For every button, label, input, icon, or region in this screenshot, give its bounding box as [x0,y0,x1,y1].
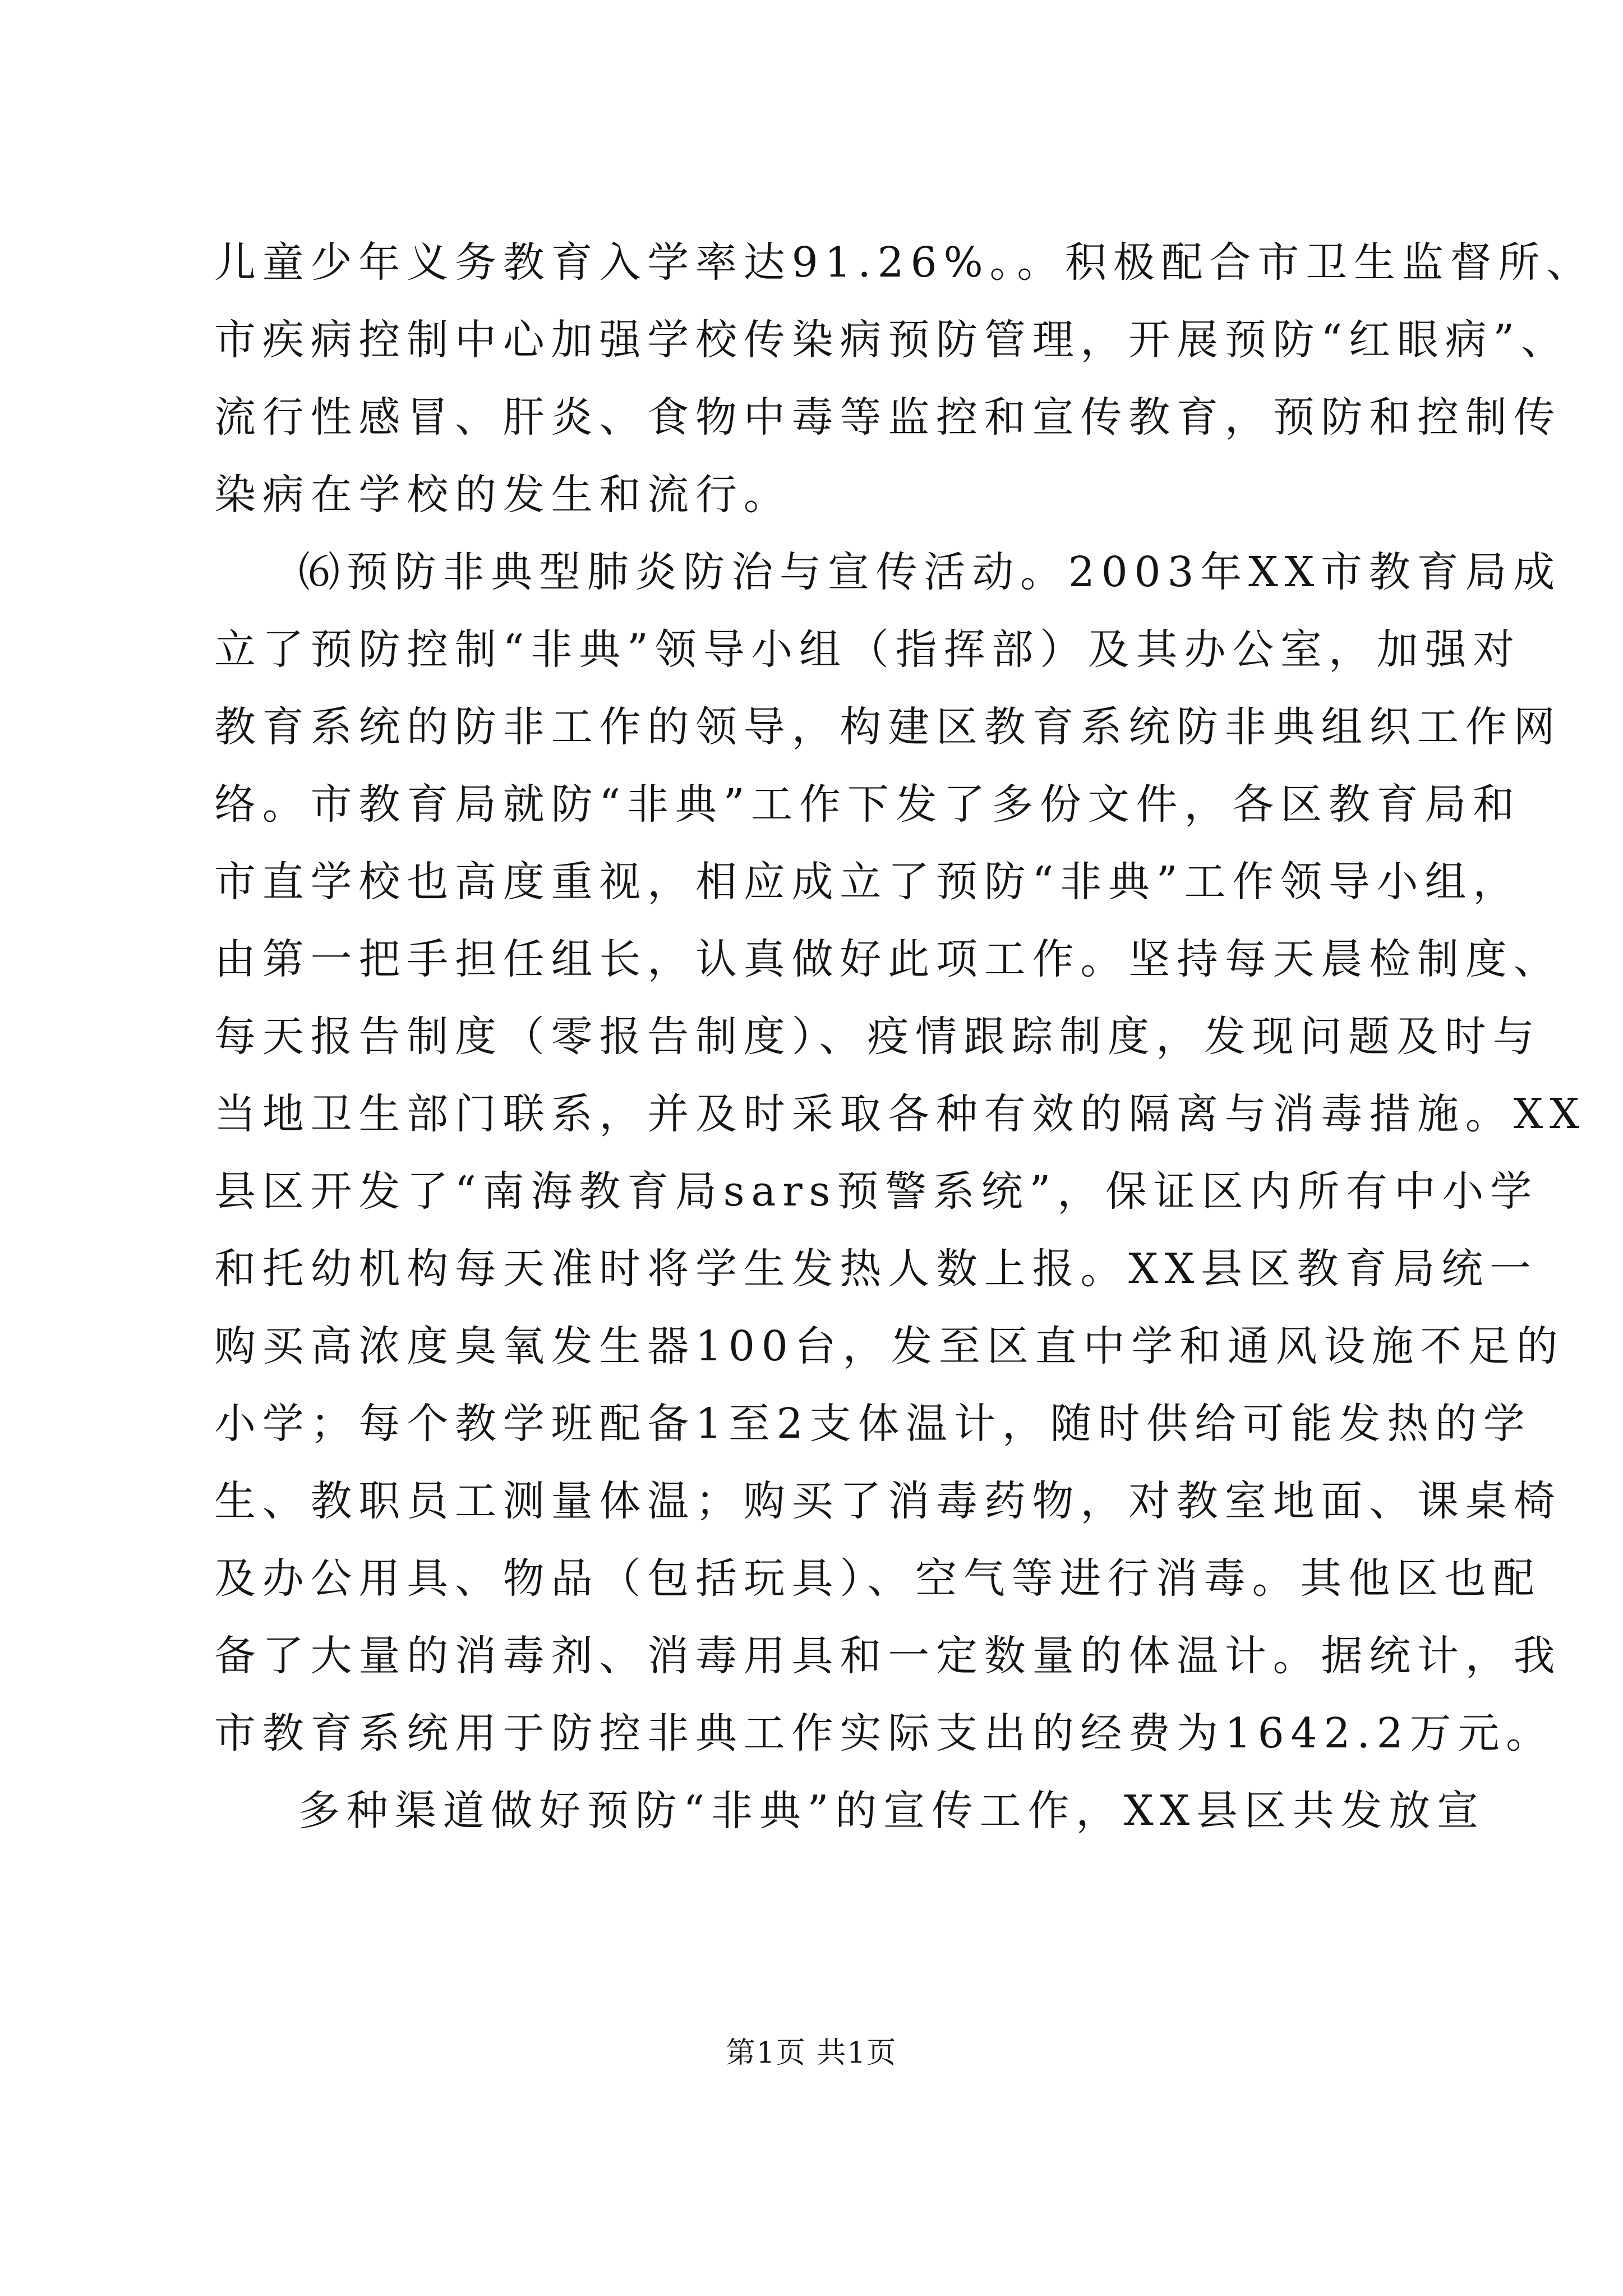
text-line: 染病在学校的发生和流行。 [214,471,792,519]
text-line: 和托幼机构每天准时将学生发热人数上报。XX县区教育局统一 [214,1245,1538,1293]
text-line: 教育系统的防非工作的领导，构建区教育系统防非典组织工作网 [214,703,1562,751]
text-line: 生、教职员工测量体温；购买了消毒药物，对教室地面、课桌椅 [214,1477,1562,1525]
text-line: 由第一把手担任组长，认真做好此项工作。坚持每天晨检制度、 [214,935,1562,983]
text-line: 及办公用具、物品（包括玩具）、空气等进行消毒。其他区也配 [214,1554,1541,1603]
text-line: 络。市教育局就防“非典”工作下发了多份文件，各区教育局和 [214,780,1521,829]
text-line: 当地卫生部门联系，并及时采取各种有效的隔离与消毒措施。XX [214,1090,1586,1138]
text-line: 儿童少年义务教育入学率达91.26%。。积极配合市卫生监督所、 [214,238,1594,287]
page-footer: 第1页 共1页 [726,2036,897,2070]
text-line: 小学；每个教学班配备1至2支体温计，随时供给可能发热的学 [214,1400,1532,1448]
text-line: 购买高浓度臭氧发生器100台，发至区直中学和通风设施不足的 [214,1322,1565,1370]
text-line: 备了大量的消毒剂、消毒用具和一定数量的体温计。据统计，我 [214,1632,1562,1680]
text-line: 立了预防控制“非典”领导小组（指挥部）及其办公室，加强对 [214,625,1521,674]
text-line: 流行性感冒、肝炎、食物中毒等监控和宣传教育，预防和控制传 [214,393,1562,441]
text-line: 多种渠道做好预防“非典”的宣传工作，XX县区共发放宣 [298,1787,1485,1835]
text-line: 市直学校也高度重视，相应成立了预防“非典”工作领导小组， [214,858,1521,906]
text-line: 县区开发了“南海教育局sars预警系统”，保证区内所有中小学 [214,1167,1539,1216]
text-line: 市疾病控制中心加强学校传染病预防管理，开展预防“红眼病”、 [214,316,1569,364]
text-line: 市教育系统用于防控非典工作实际支出的经费为1642.2万元。 [214,1709,1554,1757]
text-line: ⑹预防非典型肺炎防治与宣传活动。2003年XX市教育局成 [298,548,1562,596]
text-line: 每天报告制度（零报告制度）、疫情跟踪制度，发现问题及时与 [214,1013,1541,1061]
